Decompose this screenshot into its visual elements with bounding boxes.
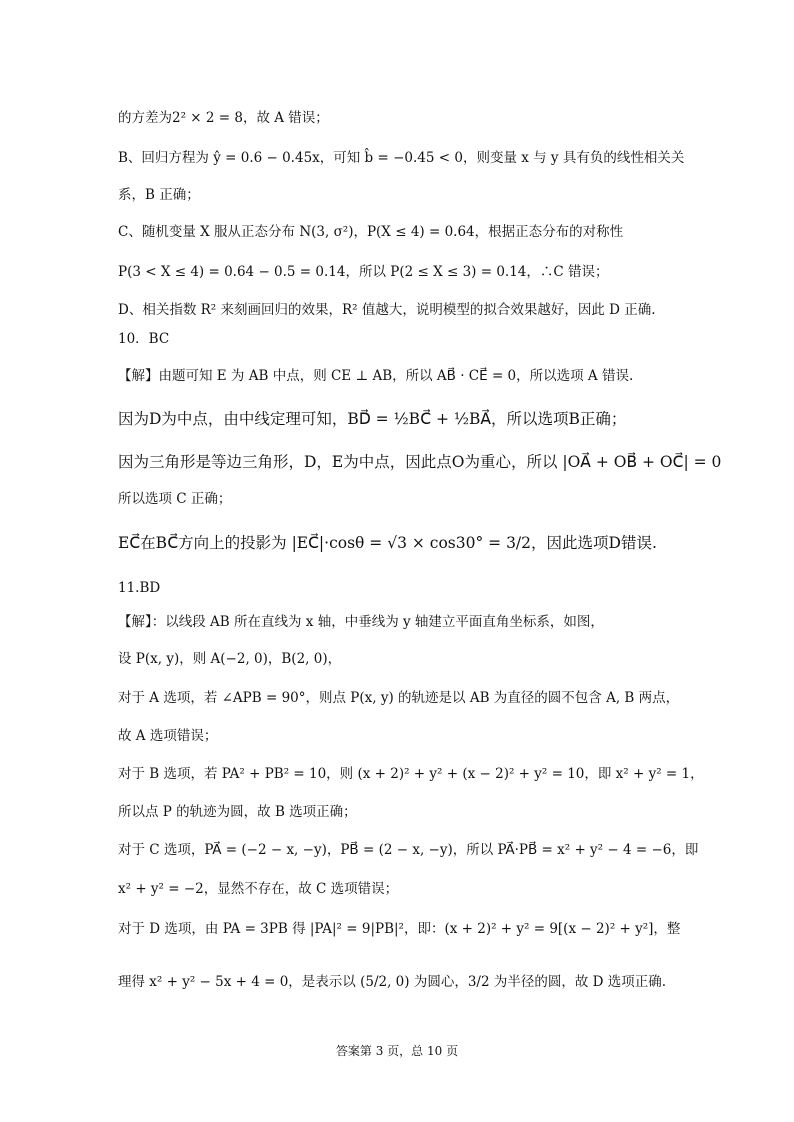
text-line: 因为三角形是等边三角形，D，E为中点，因此点O为重心，所以 |OA⃗ + OB⃗ + OC⃗| = 0 [118,453,722,471]
text-line: 对于 B 选项，若 PA² + PB² = 10，则 (x + 2)² + y² + (x − 2)² + y² = 10，即 x² + y² = 1， [118,766,704,782]
text-line: x² + y² = −2，显然不存在，故 C 选项错误； [118,881,399,897]
solution-line: 【解】：以线段 AB 所在直线为 x 轴，中垂线为 y 轴建立平面直角坐标系，如图， [118,614,604,630]
text-line: D、相关指数 R² 来刻画回归的效果，R² 值越大，说明模型的拟合效果越好，因此 D 正确. [118,302,656,318]
text-line: 所以选项 C 正确； [118,491,232,507]
text-line: 故 A 选项错误； [118,728,218,744]
solution-line: 【解】由题可知 E 为 AB 中点，则 CE ⊥ AB，所以 AB⃗ · CE⃗ = 0，所以选项 A 错误. [118,368,634,384]
text-line: EC⃗在BC⃗方向上的投影为 |EC⃗|·cosθ = √3 × cos30° = 3/2，因此选项D错误. [118,534,657,552]
question-number: 10．BC [118,331,170,347]
question-number: 11.BD [118,580,161,596]
text-line: 设 P(x, y)，则 A(−2, 0)，B(2, 0)， [118,651,342,667]
text-line: 对于 D 选项，由 PA = 3PB 得 |PA|² = 9|PB|²，即：(x + 2)² + y² = 9[(x − 2)² + y²]，整 [118,921,681,937]
text-line: 因为D为中点，由中线定理可知，BD⃗ = ½BC⃗ + ½BA⃗，所以选项B正确； [118,410,627,428]
text-line: B、回归方程为 ŷ = 0.6 − 0.45x，可知 b̂ = −0.45 < 0，则变量 x 与 y 具有负的线性相关关 [118,150,685,166]
text-line: P(3 < X ≤ 4) = 0.64 − 0.5 = 0.14，所以 P(2 ≤ X ≤ 3) = 0.14，∴C 错误； [118,264,609,280]
text-line: 所以点 P 的轨迹为圆，故 B 选项正确； [118,804,357,820]
text-line: 对于 C 选项，PA⃗ = (−2 − x, −y)，PB⃗ = (2 − x, −y)，所以 PA⃗·PB⃗ = x² + y² − 4 = −6，即 [118,842,699,858]
text-line: 理得 x² + y² − 5x + 4 = 0，是表示以 (5/2, 0) 为圆心，3/2 为半径的圆，故 D 选项正确. [118,974,667,990]
text-line: 的方差为2² × 2 = 8，故 A 错误； [118,110,329,126]
text-line: 系，B 正确； [118,187,200,203]
text-line: C、随机变量 X 服从正态分布 N(3, σ²)，P(X ≤ 4) = 0.64，根据正态分布的对称性 [118,224,624,240]
page-footer: 答案第 3 页，总 10 页 [335,1044,459,1058]
text-line: 对于 A 选项，若 ∠APB = 90°，则点 P(x, y) 的轨迹是以 AB 为直径的圆不包含 A, B 两点， [118,690,680,706]
